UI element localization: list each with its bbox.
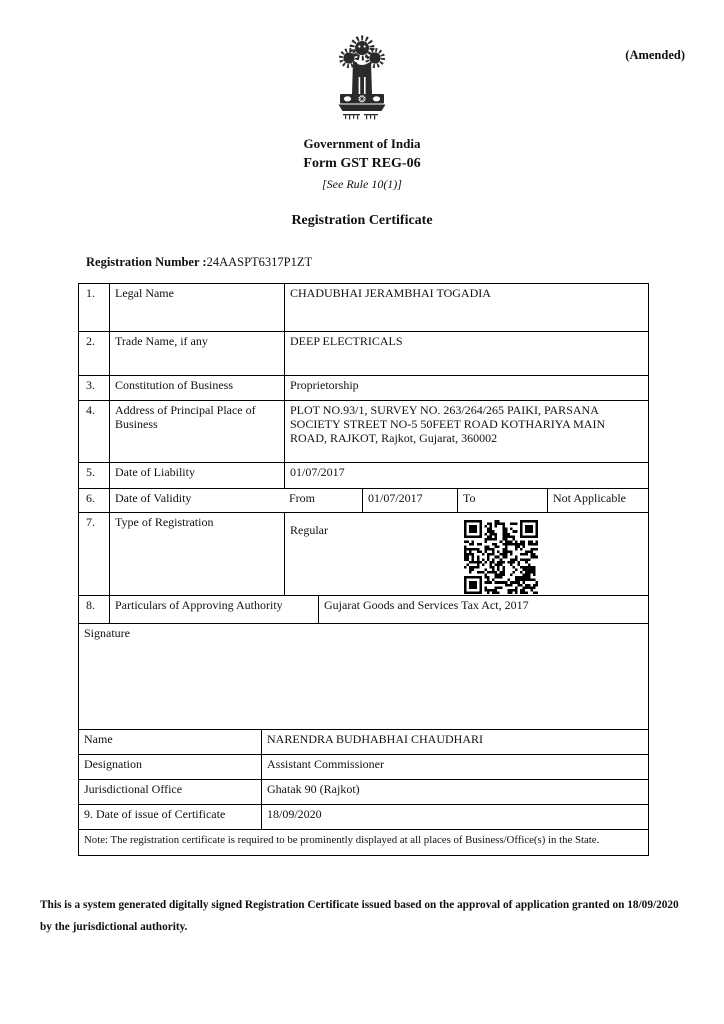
table-row-date-of-issue [79,804,648,829]
row-value: Ghatak 90 (Rajkot) [261,780,648,804]
registration-number-value: 24AASPT6317P1ZT [206,255,313,269]
row-label: Designation [84,757,142,771]
row-label: Name [84,732,113,746]
registration-type-value: Regular [290,523,328,537]
row-number: 4. [86,403,95,417]
qr-code [463,520,539,594]
row-label: Constitution of Business [109,376,284,400]
row-label: Legal Name [109,284,284,331]
row-label: Particulars of Approving Authority [109,596,318,623]
validity-from-label: From [289,491,316,505]
validity-subrow [284,489,648,512]
row-label: Jurisdictional Office [84,782,183,796]
row-label: Date of Validity [109,489,284,512]
row-value-cell [284,513,648,595]
row-number: 1. [86,286,95,300]
row-value: Assistant Commissioner [261,755,648,779]
table-row-legal-name [79,284,648,331]
validity-to-value: Not Applicable [547,489,648,512]
row-number: 2. [86,334,95,348]
row-label: Trade Name, if any [109,332,284,375]
validity-to-label: To [457,489,547,512]
row-value: Proprietorship [284,376,648,400]
row-value: NARENDRA BUDHABHAI CHAUDHARI [261,730,648,754]
row-label: 9. Date of issue of Certificate [84,807,226,821]
table-row-address [79,400,648,462]
row-label: Type of Registration [109,513,284,595]
row-label: Address of Principal Place of Business [109,401,284,462]
satyameva-jayate-motto [343,114,378,120]
row-value: DEEP ELECTRICALS [284,332,648,375]
row-number: 6. [86,491,95,505]
table-row-date-of-validity [79,488,648,512]
certificate-table [78,283,649,856]
row-number: 3. [86,378,95,392]
row-value: Gujarat Goods and Services Tax Act, 2017 [318,596,648,623]
row-value: PLOT NO.93/1, SURVEY NO. 263/264/265 PAIKI, PARSANA SOCIETY STREET NO-5 50FEET ROAD KOTHARIYA MAIN ROAD, RAJKOT, Rajkot, Gujarat, 360002 [284,401,648,462]
system-generated-statement: This is a system generated digitally signed Registration Certificate issued based on the approval of application granted on 18/09/2020 by the jurisdictional authority. [40,899,679,934]
row-value: CHADUBHAI JERAMBHAI TOGADIA [284,284,648,331]
table-row-signature [79,623,648,729]
registration-certificate-title: Registration Certificate [291,213,433,228]
table-row-date-of-liability [79,462,648,488]
table-row-note [79,829,648,855]
table-row-constitution [79,375,648,400]
validity-from-value: 01/07/2017 [362,489,457,512]
table-row-jurisdictional-office [79,779,648,804]
table-row-type-of-registration [79,512,648,595]
row-number: 5. [86,465,95,479]
government-of-india-title: Government of India [303,136,421,151]
table-row-trade-name [79,331,648,375]
rule-reference: [See Rule 10(1)] [322,177,402,191]
row-value: 18/09/2020 [261,805,648,829]
row-label: Date of Liability [109,463,284,488]
registration-number-line [86,255,312,270]
india-state-emblem-icon [326,33,398,121]
row-number: 8. [86,598,95,612]
row-number: 7. [86,515,95,529]
registration-number-label: Registration Number : [86,255,207,269]
amended-badge: (Amended) [625,48,685,62]
table-row-approving-authority [79,595,648,623]
row-value: 01/07/2017 [284,463,648,488]
signature-label: Signature [84,626,130,640]
table-row-designation [79,754,648,779]
table-row-officer-name [79,729,648,754]
form-gst-reg-06-title: Form GST REG-06 [303,156,421,171]
display-note: Note: The registration certificate is required to be prominently displayed at all places of Business/Office(s) in the State. [84,834,600,846]
